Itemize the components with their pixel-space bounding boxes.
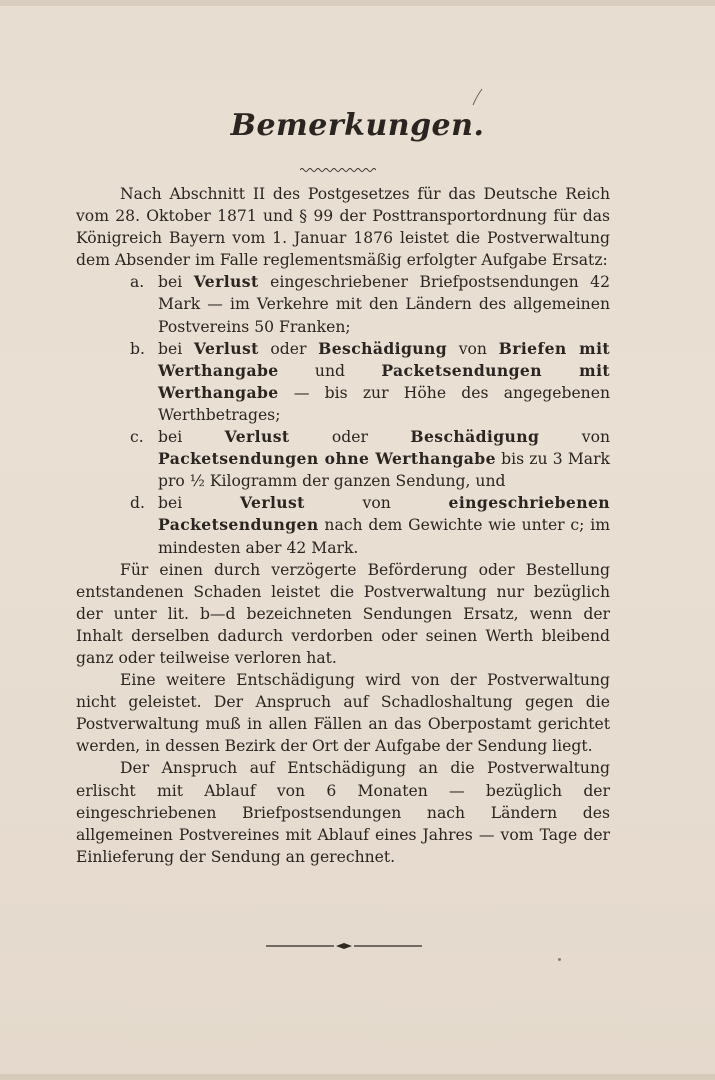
bold-term: Verlust [193,272,259,292]
list-marker: b. [130,339,145,358]
compensation-list [76,271,610,558]
list-item-d: d. bei Verlust von eingeschriebenen Packetsendungen nach dem Gewichte wie unter c; im mindesten aber 42 Mark. [130,493,611,557]
closing-ornament-rule [266,941,422,951]
bold-term: Verlust [224,427,290,447]
list-marker: c. [130,428,144,447]
document-body [76,183,610,868]
bold-term: Beschädigung [410,427,540,447]
delay-paragraph: Für einen durch verzögerte Beförderung oder Bestellung entstandenen Schaden leistet die Postverwaltung nur bezüglich der unter lit. b—d bezeichneten Sendungen Ersatz, wenn der Inhalt derselben dadurch verdorben oder seinen Werth bleibend ganz oder teilweise verloren hat. [76,560,610,667]
list-item-b: b. bei Verlust oder Beschädigung von Briefen mit Werthangabe und Packetsendungen mit Werthangabe — bis zur Höhe des angegebenen Werthbetrages; [130,338,611,424]
list-item-c: c. bei Verlust oder Beschädigung von Packetsendungen ohne Werthangabe bis zu 3 Mark pro ½ Kilogramm der ganzen Sendung, und [130,427,610,491]
bold-term: Verlust [193,338,259,358]
list-item-a: a. bei Verlust eingeschriebener Briefpostsendungen 42 Mark — im Verkehre mit den Ländern des allgemeinen Postvereins 50 Franken; [130,272,611,336]
bold-term: Beschädigung [318,338,448,358]
list-marker: d. [130,494,145,513]
bold-term: Packetsendungen mit Werthangabe [158,360,610,402]
intro-paragraph: Nach Abschnitt II des Postgesetzes für das Deutsche Reich vom 28. Oktober 1871 und § 99 der Posttransportordnung für das Königreich Bayern vom 1. Januar 1876 leistet die Postverwaltung dem Absender im Falle reglementsmäßig erfolgter Aufgabe Ersatz: [76,185,610,270]
page-bottom-edge [0,1074,715,1080]
bold-term: Packetsendungen ohne Werthangabe [158,449,496,469]
page-top-edge [0,0,715,6]
bold-term: eingeschriebenen Packetsendungen [158,493,611,535]
claim-expiry-paragraph: Der Anspruch auf Entschädigung an die Postverwaltung erlischt mit Ablauf von 6 Monaten — bezüglich der eingeschriebenen Briefpostsendungen nach Ländern des allgemeinen Postvereines mit Ablauf eines Jahres — vom Tage der Einlieferung der Sendung an gerechnet. [76,759,610,866]
further-compensation-paragraph: Eine weitere Entschädigung wird von der Postverwaltung nicht geleistet. Der Anspruch auf Schadloshaltung gegen die Postverwaltung muß in allen Fällen an das Oberpostamt gerichtet werden, in dessen Bezirk der Ort der Aufgabe der Sendung liegt. [76,671,610,756]
bold-term: Briefen mit Werthangabe [158,338,611,380]
title-ornament-rule [300,167,376,173]
page-title: Bemerkungen. [230,108,485,143]
bold-term: Verlust [239,493,305,513]
pen-stroke-mark [470,88,484,106]
list-marker: a. [130,273,145,292]
paper-speck [558,958,561,961]
